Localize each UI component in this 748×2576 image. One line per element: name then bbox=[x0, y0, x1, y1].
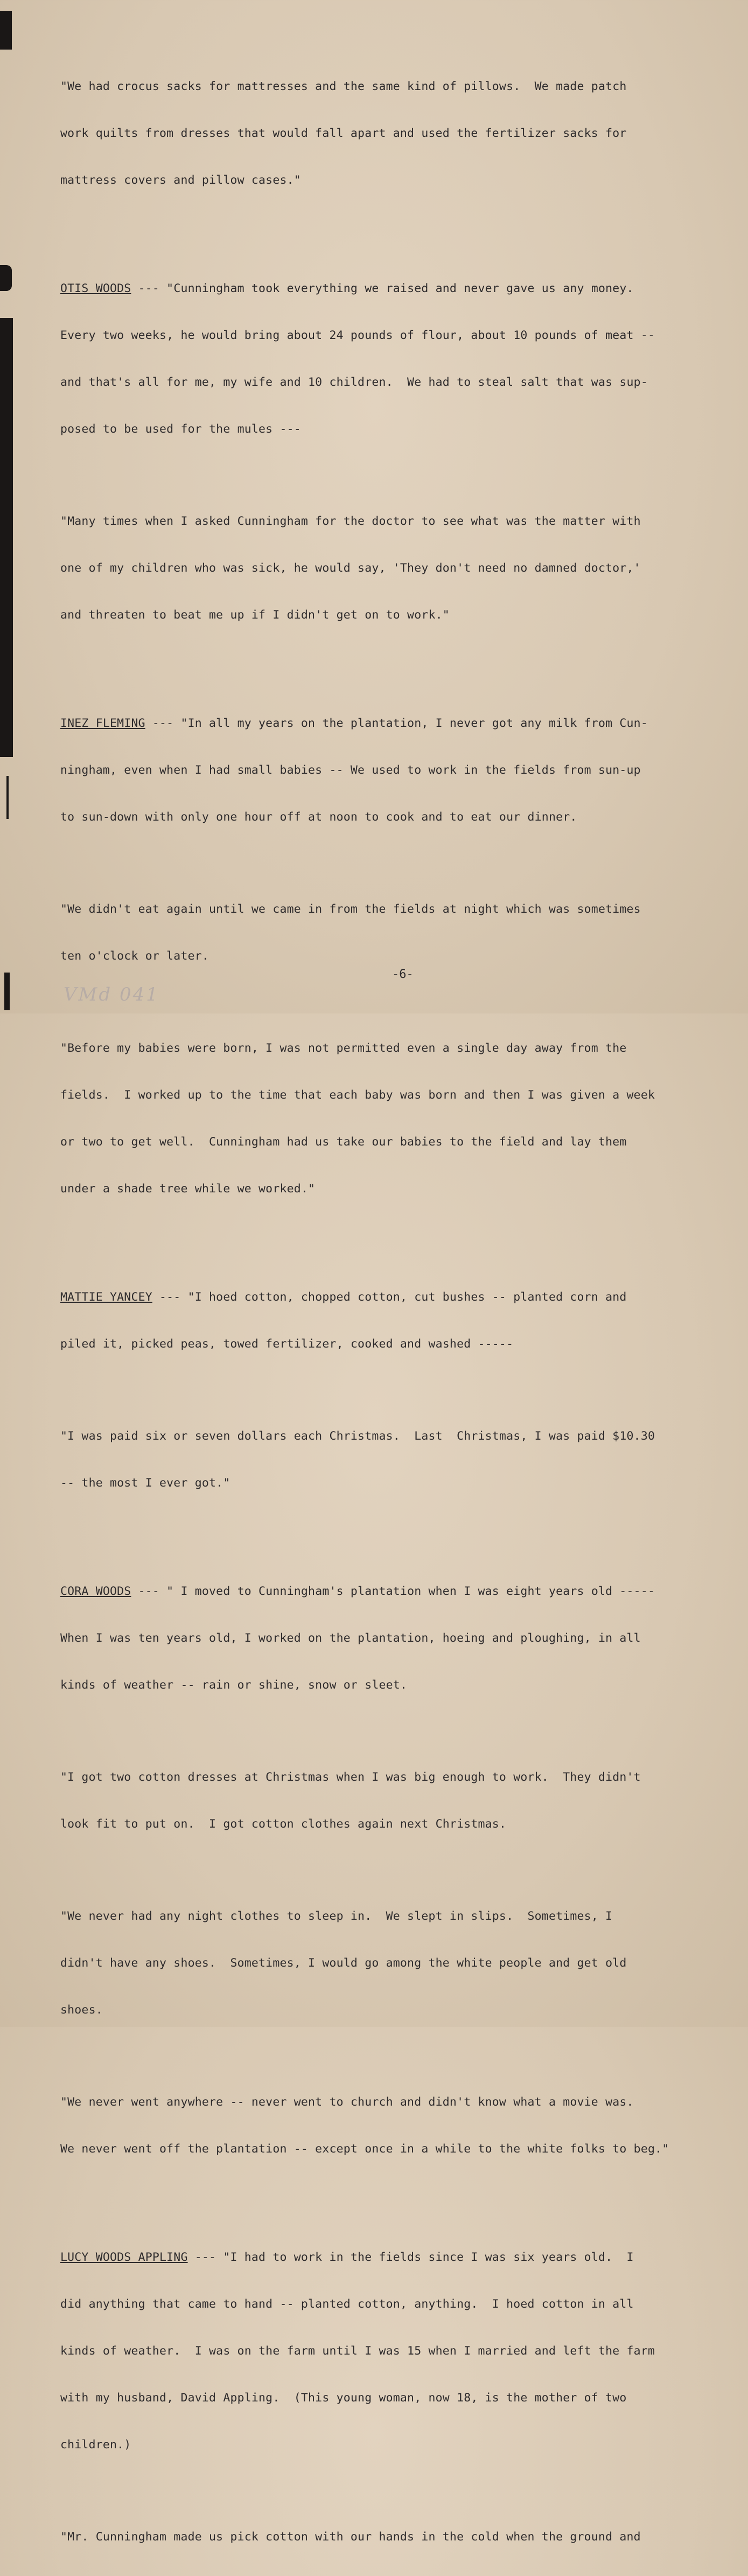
paragraph-6: "Before my babies were born, I was not permitted even a single day away from the fields. I worked up to the time that each baby was born and then I was given a week or two to get well. Cunningham had us take our babies to the field and lay them under a shade tree while we worked." bbox=[60, 1041, 655, 1196]
handwritten-archive-mark: VMd 041 bbox=[64, 984, 159, 1005]
paragraph-3: "Many times when I asked Cunningham for the doctor to see what was the matter with one of my children who was sick, he would say, 'They don't need no damned doctor,' and threaten to beat me up if I didn't get on to work." bbox=[60, 515, 641, 622]
paragraph-12: "We never went anywhere -- never went to church and didn't know what a movie was. We never went off the plantation -- except once in a while to the white folks to beg." bbox=[60, 2095, 669, 2156]
speaker-name: CORA WOODS bbox=[60, 1585, 131, 1598]
speaker-name: MATTIE YANCEY bbox=[60, 1290, 152, 1304]
paragraph-lucy-woods-appling: LUCY WOODS APPLING --- "I had to work in the fields since I was six years old. I did anything that came to hand -- planted cotton, anything. I hoed cotton in all kinds of weather. I was on the farm until I was 15 when I married and left the farm with my husband, David Appling. (This young woman, now 18, is the mother of two children.) bbox=[60, 2251, 655, 2452]
paragraph-10: "I got two cotton dresses at Christmas when I was big enough to work. They didn't look fit to put on. I got cotton clothes again next Christmas. bbox=[60, 1770, 641, 1831]
typed-text-body bbox=[60, 47, 728, 2576]
paragraph-mattie-yancey: MATTIE YANCEY --- "I hoed cotton, chopped cotton, cut bushes -- planted corn and piled it, picked peas, towed fertilizer, cooked and washed ----- bbox=[60, 1290, 627, 1351]
binding-mark-lower bbox=[6, 776, 9, 819]
paragraph-1: "We had crocus sacks for mattresses and the same kind of pillows. We made patch work quilts from dresses that would fall apart and used the fertilizer sacks for mattress covers and pillow cases." bbox=[60, 80, 627, 187]
paragraph-otis-woods: OTIS WOODS --- "Cunningham took everything we raised and never gave us any money. Every two weeks, he would bring about 24 pounds of flour, about 10 pounds of meat -- and that's all for me, my wife and 10 children. We had to steal salt that was sup- posed to be used for the mules --- bbox=[60, 282, 655, 436]
paragraph-inez-fleming: INEZ FLEMING --- "In all my years on the plantation, I never got any milk from Cun- ningham, even when I had small babies -- We used to work in the fields from sun-up to sun-down with only one hour off at noon to cook and to eat our dinner. bbox=[60, 717, 648, 824]
speaker-name: INEZ FLEMING bbox=[60, 717, 145, 730]
paragraph-11: "We never had any night clothes to sleep in. We slept in slips. Sometimes, I didn't have any shoes. Sometimes, I would go among the white people and get old shoes. bbox=[60, 1910, 627, 2017]
paragraph-cora-woods: CORA WOODS --- " I moved to Cunningham's plantation when I was eight years old ----- When I was ten years old, I worked on the plantation, hoeing and ploughing, in all kinds of weather -- rain or shine, snow or sleet. bbox=[60, 1585, 655, 1692]
binding-mark-bottom bbox=[4, 973, 10, 1010]
speaker-name: OTIS WOODS bbox=[60, 282, 131, 295]
speaker-name: LUCY WOODS APPLING bbox=[60, 2251, 188, 2264]
paragraph-5: "We didn't eat again until we came in from the fields at night which was sometimes ten o'clock or later. bbox=[60, 902, 641, 963]
binding-mark-middle bbox=[0, 265, 12, 291]
paragraph-8: "I was paid six or seven dollars each Christmas. Last Christmas, I was paid $10.30 -- the most I ever got." bbox=[60, 1429, 655, 1490]
paragraph-14: "Mr. Cunningham made us pick cotton with our hands in the cold when the ground and bbox=[60, 2530, 641, 2544]
binding-mark-top bbox=[0, 11, 12, 50]
binding-strip bbox=[0, 318, 13, 757]
page-number: -6- bbox=[392, 968, 414, 981]
